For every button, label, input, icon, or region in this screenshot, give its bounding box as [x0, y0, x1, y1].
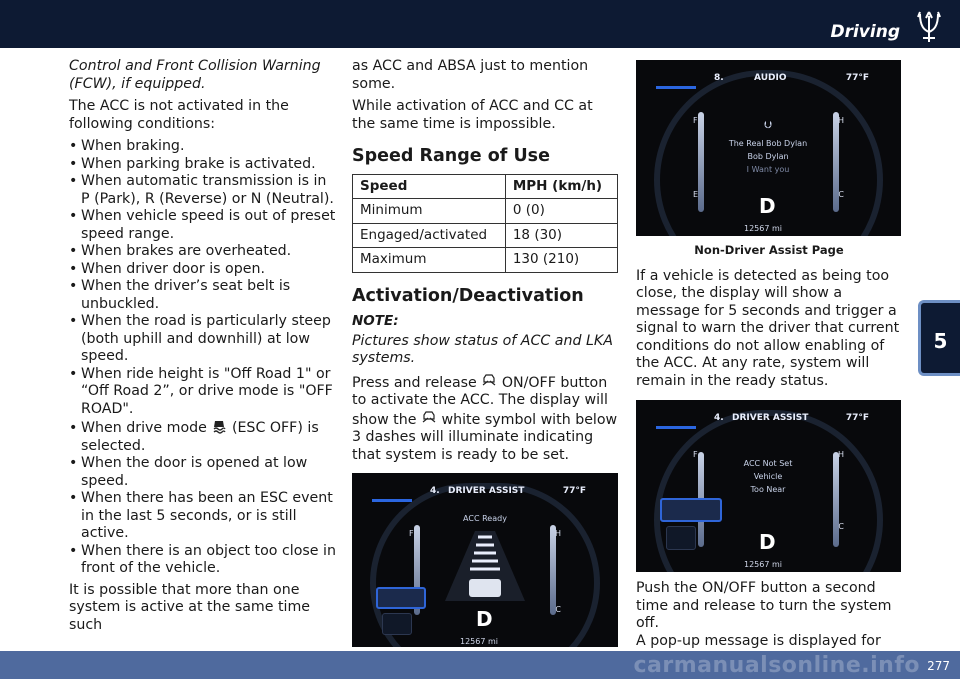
- trident-logo-icon: [912, 8, 946, 44]
- chapter-tab[interactable]: [918, 300, 960, 376]
- fuel-full: F: [693, 450, 698, 459]
- figure-caption: Non-Driver Assist Page: [694, 243, 844, 257]
- gear-index: 4.: [430, 486, 440, 496]
- fuel-empty: E: [693, 190, 699, 199]
- popup-paragraph: A pop-up message is displayed for: [636, 632, 881, 649]
- list-item: • When the door is opened at low speed.: [69, 455, 337, 490]
- table-cell: 18 (30): [505, 223, 617, 248]
- list-item: • When brakes are overheated.: [69, 243, 337, 261]
- page-title: DRIVER ASSIST: [448, 486, 525, 496]
- list-item: • When parking brake is activated.: [69, 156, 337, 174]
- song-name: I Want you: [746, 165, 790, 174]
- header-bar: [0, 0, 960, 48]
- temp-cold: C: [555, 605, 561, 614]
- table-row: [353, 248, 618, 273]
- artist-name: Bob Dylan: [747, 152, 789, 161]
- column-2: [352, 58, 618, 671]
- list-item: • When there has been an ESC event in the last 5 seconds, or is still active.: [69, 490, 337, 543]
- page-indicator: [372, 499, 412, 502]
- chapter-number: 5: [933, 329, 948, 353]
- not-activated-lead: The ACC is not activated in the following conditions:: [69, 98, 289, 132]
- press-text-a: Press and release: [352, 374, 477, 391]
- odometer: 12567 mi: [744, 560, 783, 569]
- list-item: • When the road is particularly steep (both uphill and downhill) at low speed.: [69, 313, 337, 366]
- speed-range-heading: Speed Range of Use: [352, 146, 550, 166]
- note-text: Pictures show status of ACC and LKA systems.: [352, 332, 613, 366]
- temp-hot: H: [837, 116, 844, 125]
- intro-italic: Control and Front Collision Warning (FCW), if equipped.: [69, 58, 321, 92]
- temperature: 77°F: [845, 413, 869, 423]
- too-close-paragraph: If a vehicle is detected as being too close, the display will show a message for 5 seconds and trigger a signal to warn the driver that current conditions do not allow enabling of the ACC. At any rate, system will remain in the ready status.: [636, 267, 900, 389]
- esc-lead: When drive mode: [81, 420, 207, 436]
- table-cell: Maximum: [353, 248, 506, 273]
- table-row: [353, 223, 618, 248]
- table-cell: 130 (210): [505, 248, 617, 273]
- adas-button: [666, 526, 696, 550]
- activation-heading: Activation/Deactivation: [352, 285, 584, 306]
- page-number: 277: [927, 659, 950, 673]
- table-header-row: [353, 174, 618, 199]
- press-release-paragraph: [352, 373, 618, 465]
- acc-car-icon: [481, 373, 497, 389]
- footer-bar: [0, 651, 960, 679]
- acc-message-2: Vehicle: [753, 472, 783, 481]
- page-title: AUDIO: [754, 73, 787, 83]
- temp-hot: H: [837, 450, 844, 459]
- gear-index: 4.: [714, 413, 724, 423]
- press-text-c: white symbol with below 3 dashes will illuminate indicating that system is ready to be set.: [352, 411, 618, 463]
- track-title: The Real Bob Dylan: [728, 139, 808, 148]
- turn-off-paragraph: Push the ON/OFF button a second time and release to turn the system off.: [636, 580, 892, 631]
- watermark: carmanualsonline.info: [633, 653, 920, 678]
- acc-not-set-cluster-image: [636, 400, 901, 572]
- page-title: DRIVER ASSIST: [732, 413, 809, 423]
- acc-message-3: Too Near: [750, 485, 786, 494]
- list-item: • When automatic transmission is in P (Park), R (Reverse) or N (Neutral).: [69, 173, 337, 208]
- adas-buttons-highlight: [376, 587, 426, 609]
- page-indicator: [656, 426, 696, 429]
- list-item: • When there is an object too close in front of the vehicle.: [69, 543, 337, 578]
- temperature: 77°F: [562, 486, 586, 496]
- acc-message-1: ACC Not Set: [743, 459, 793, 468]
- acc-status: ACC Ready: [463, 514, 507, 523]
- table-header-cell: MPH (km/h): [505, 174, 617, 199]
- list-item: • When vehicle speed is out of preset speed range.: [69, 208, 337, 243]
- column-1: [69, 58, 337, 639]
- usb-icon: ⮋: [764, 120, 772, 131]
- gear-display: D: [759, 530, 776, 554]
- page-indicator: [656, 86, 696, 89]
- odometer: 12567 mi: [460, 637, 499, 646]
- section-title: Driving: [830, 22, 900, 42]
- fuel-full: F: [409, 529, 414, 538]
- table-cell: Minimum: [353, 199, 506, 224]
- gear-display: D: [476, 607, 493, 631]
- table-cell: Engaged/activated: [353, 223, 506, 248]
- table-cell: 0 (0): [505, 199, 617, 224]
- acc-cc-paragraph: While activation of ACC and CC at the same time is impossible.: [352, 98, 593, 132]
- fuel-scale: [698, 112, 704, 212]
- adas-button: [382, 613, 412, 635]
- speed-range-table: [352, 174, 618, 273]
- gear-display: D: [759, 194, 776, 218]
- list-item: • When braking.: [69, 138, 337, 156]
- list-item: • When driver door is open.: [69, 261, 337, 279]
- press-text-b: ON/OFF button to activate the ACC. The display will show the: [352, 374, 608, 428]
- esc-tail: (ESC OFF) is selected.: [81, 420, 319, 454]
- list-item-esc-off: [69, 418, 337, 455]
- driver-assist-cluster-image: [352, 473, 618, 647]
- acc-car-icon: [421, 410, 437, 426]
- list-item: • When ride height is "Off Road 1" or “Off Road 2”, or drive mode is "OFF ROAD".: [69, 366, 337, 419]
- continuation-paragraph: as ACC and ABSA just to mention some.: [352, 58, 589, 92]
- note-label: NOTE:: [352, 313, 399, 329]
- odometer: 12567 mi: [744, 224, 783, 233]
- temp-cold: C: [838, 522, 844, 531]
- temp-cold: C: [838, 190, 844, 199]
- gear-index: 8.: [714, 73, 724, 83]
- table-row: [353, 199, 618, 224]
- adas-buttons-highlight: [660, 498, 722, 522]
- audio-cluster-image: [636, 60, 901, 236]
- table-header-cell: Speed: [353, 174, 506, 199]
- closing-paragraph: It is possible that more than one system is active at the same time such: [69, 581, 311, 633]
- fuel-full: F: [693, 116, 698, 125]
- road-graphic: [445, 531, 525, 601]
- temp-hot: H: [554, 529, 561, 538]
- column-3: [636, 58, 902, 655]
- list-item: • When the driver’s seat belt is unbuckled.: [69, 278, 337, 313]
- esc-off-icon: [211, 418, 227, 434]
- temperature: 77°F: [845, 73, 869, 83]
